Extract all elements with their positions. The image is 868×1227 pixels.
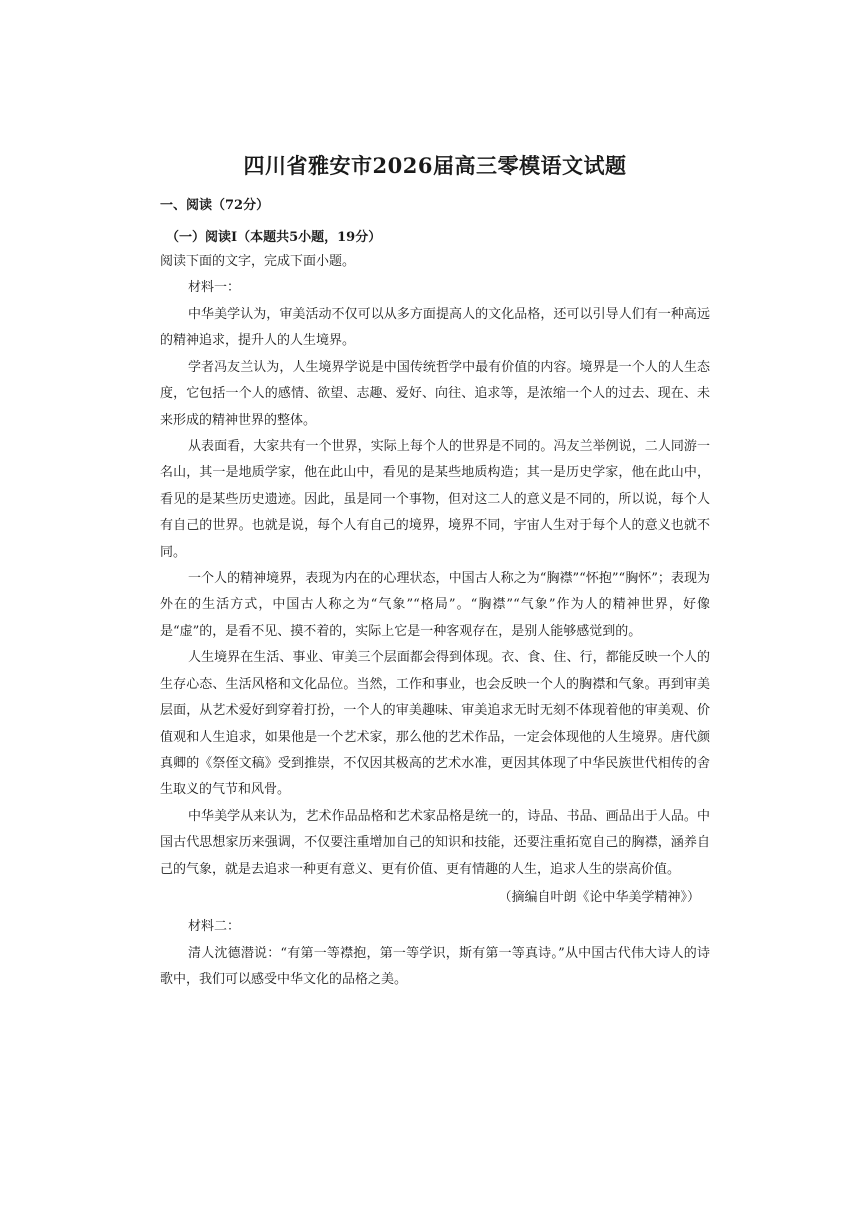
material-1-paragraph: 中华美学认为，审美活动不仅可以从多方面提高人的文化品格，还可以引导人们有一种高远的精神追求，提升人的人生境界。 bbox=[160, 307, 710, 349]
subsection-heading: （一）阅读Ⅰ（本题共5小题，19分） bbox=[166, 230, 382, 245]
material-1-paragraph: 从表面看，大家共有一个世界，实际上每个人的世界是不同的。冯友兰举例说，二人同游一名山，其一是地质学家，他在此山中，看见的是某些地质构造；其一是历史学家，他在此山中，看见的是某些历史遗迹。因此，虽是同一个事物，但对这二人的意义是不同的，所以说，每个人有自己的世界。也就是说，每个人有自己的境界，境界不同，宇宙人生对于每个人的意义也就不同。 bbox=[160, 439, 710, 560]
material-1-paragraph: 人生境界在生活、事业、审美三个层面都会得到体现。衣、食、住、行，都能反映一个人的生存心态、生活风格和文化品位。当然，工作和事业，也会反映一个人的胸襟和气象。再到审美层面，从艺术爱好到穿着打扮，一个人的审美趣味、审美追求无时无刻不体现着他的审美观、价值观和人生追求，如果他是一个艺术家，那么他的艺术作品，一定会体现他的人生境界。唐代颜真卿的《祭侄文稿》受到推崇，不仅因其极高的艺术水准，更因其体现了中华民族世代相传的舍生取义的气节和风骨。 bbox=[160, 650, 710, 798]
material-1-paragraph: 一个人的精神境界，表现为内在的心理状态，中国古人称之为“胸襟”“怀抱”“胸怀”；表现为外在的生活方式，中国古人称之为“气象”“格局”。“胸襟”“气象”作为人的精神世界，好像是“虚”的，是看不见、摸不着的，实际上它是一种客观存在，是别人能够感觉到的。 bbox=[160, 571, 710, 639]
material-2-paragraph: 清人沈德潜说：“有第一等襟抱，第一等学识，斯有第一等真诗。”从中国古代伟大诗人的诗歌中，我们可以感受中华文化的品格之美。 bbox=[160, 945, 710, 988]
material-1-source: （摘编自叶朗《论中华美学精神》） bbox=[498, 889, 700, 905]
material-1-paragraph: 中华美学从来认为，艺术作品品格和艺术家品格是统一的，诗品、书品、画品出于人品。中国古代思想家历来强调，不仅要注重增加自己的知识和技能，还要注重拓宽自己的胸襟，涵养自己的气象，就是去追求一种更有意义、更有价值、更有情趣的人生，追求人生的崇高价值。 bbox=[160, 808, 710, 877]
material-1-label: 材料一： bbox=[188, 280, 241, 295]
exam-page bbox=[160, 150, 710, 994]
exam-title: 四川省雅安市2026届高三零模语文试题 bbox=[243, 153, 627, 178]
material-2-label: 材料二： bbox=[188, 918, 241, 934]
material-1-paragraph: 学者冯友兰认为，人生境界学说是中国传统哲学中最有价值的内容。境界是一个人的人生态度，它包括一个人的感情、欲望、志趣、爱好、向往、追求等，是浓缩一个人的过去、现在、未来形成的精神世界的整体。 bbox=[160, 359, 710, 428]
section-heading: 一、阅读（72分） bbox=[160, 198, 270, 213]
instruction-text: 阅读下面的文字，完成下面小题。 bbox=[160, 254, 356, 269]
